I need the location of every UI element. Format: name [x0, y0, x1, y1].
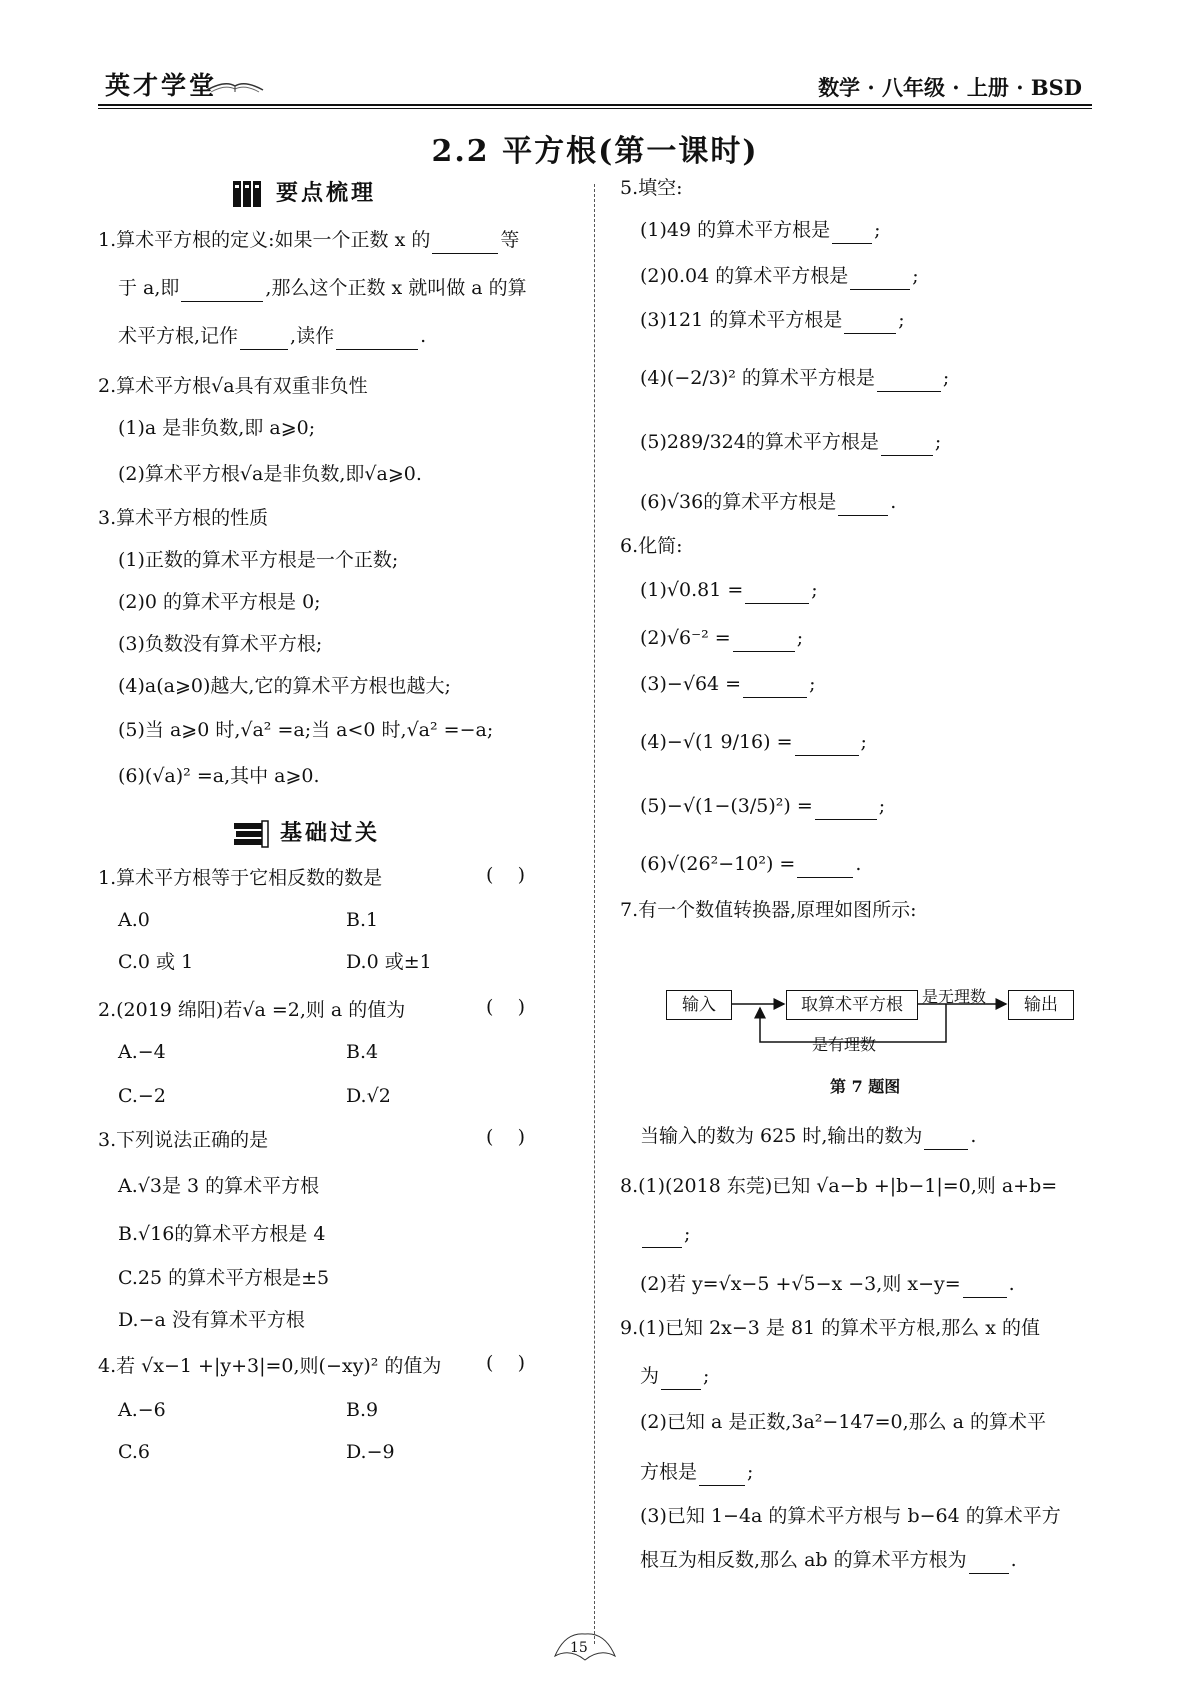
page-number: 15	[570, 1640, 588, 1656]
header-rule	[98, 104, 1092, 106]
kp3-6: (6)(√a)² =a,其中 a⩾0.	[118, 765, 320, 787]
section-key-points	[232, 176, 376, 209]
stacked-books-icon	[232, 819, 270, 849]
q1-option-d[interactable]: D.0 或±1	[346, 951, 432, 973]
q4-option-d[interactable]: D.−9	[346, 1441, 395, 1463]
q7-box-input: 输入	[666, 990, 732, 1020]
q7-label-rational: 是有理数	[812, 1035, 877, 1054]
q9-2-line1: (2)已知 a 是正数,3a²−147=0,那么 a 的算术平	[640, 1411, 1047, 1433]
q3-option-c[interactable]: C.25 的算术平方根是±5	[118, 1267, 330, 1289]
q7-stem: 7.有一个数值转换器,原理如图所示:	[620, 899, 917, 921]
q7-box-output: 输出	[1008, 990, 1074, 1020]
q5-1: (1)49 的算术平方根是 ;	[640, 216, 881, 244]
q5-6: (6)√36的算术平方根是 .	[640, 488, 896, 516]
q3-option-b[interactable]: B.√16的算术平方根是 4	[118, 1223, 326, 1245]
kp2-1: (1)a 是非负数,即 a⩾0;	[118, 417, 316, 439]
subject-label: 数学 · 八年级 · 上册 · BSD	[818, 75, 1082, 100]
q3-option-d[interactable]: D.−a 没有算术平方根	[118, 1309, 305, 1331]
q7-label-irrational: 是无理数	[922, 987, 987, 1006]
q4-option-c[interactable]: C.6	[118, 1441, 150, 1463]
q1-stem: 1.算术平方根等于它相反数的数是	[98, 867, 383, 889]
kp3-2: (2)0 的算术平方根是 0;	[118, 591, 321, 613]
q1-option-a[interactable]: A.0	[118, 909, 150, 931]
q3-stem: 3.下列说法正确的是	[98, 1129, 269, 1151]
q3-answer-paren[interactable]: ( )	[486, 1126, 525, 1148]
column-divider	[594, 184, 595, 1644]
q2-stem: 2.(2019 绵阳)若√a =2,则 a 的值为	[98, 999, 406, 1021]
q6-1: (1)√0.81 = ;	[640, 576, 818, 604]
q5-4: (4)(−2/3)² 的算术平方根是 ;	[640, 364, 949, 392]
header-rule-thin	[98, 108, 1092, 109]
q5-2: (2)0.04 的算术平方根是 ;	[640, 262, 919, 290]
q1-answer-paren[interactable]: ( )	[486, 864, 525, 886]
q6-6: (6)√(26²−10²) = .	[640, 850, 861, 878]
kp3: 3.算术平方根的性质	[98, 507, 269, 529]
q6-3: (3)−√64 = ;	[640, 670, 815, 698]
kp3-5: (5)当 a⩾0 时,√a² =a;当 a<0 时,√a² =−a;	[118, 719, 494, 741]
books-icon	[232, 179, 266, 209]
q4-option-a[interactable]: A.−6	[118, 1399, 166, 1421]
q7-figure-caption: 第 7 题图	[830, 1077, 901, 1096]
kp1-line1: 1.算术平方根的定义:如果一个正数 x 的 等	[98, 226, 519, 254]
q9-2-line2: 方根是 ;	[640, 1458, 753, 1486]
q8-1: 8.(1)(2018 东莞)已知 √a−b +|b−1|=0,则 a+b=	[620, 1175, 1058, 1197]
kp1-line2: 于 a,即 ,那么这个正数 x 就叫做 a 的算	[118, 274, 527, 302]
kp3-1: (1)正数的算术平方根是一个正数;	[118, 549, 399, 571]
q8-1-blank: ;	[640, 1220, 690, 1248]
q2-option-a[interactable]: A.−4	[118, 1041, 166, 1063]
page-title: 2.2 平方根(第一课时)	[431, 134, 759, 169]
brand-title: 英才学堂	[105, 71, 218, 100]
q2-option-c[interactable]: C.−2	[118, 1085, 166, 1107]
kp3-4: (4)a(a⩾0)越大,它的算术平方根也越大;	[118, 675, 451, 697]
q6-5: (5)−√(1−(3/5)²) = ;	[640, 792, 885, 820]
q6-2: (2)√6⁻² = ;	[640, 624, 803, 652]
q5-3: (3)121 的算术平方根是 ;	[640, 306, 905, 334]
q4-answer-paren[interactable]: ( )	[486, 1352, 525, 1374]
q5-stem: 5.填空:	[620, 177, 683, 199]
q9-1-line2: 为 ;	[640, 1362, 709, 1390]
q1-option-c[interactable]: C.0 或 1	[118, 951, 194, 973]
q6-stem: 6.化简:	[620, 535, 683, 557]
q6-4: (4)−√(1 9/16) = ;	[640, 728, 867, 756]
section-key-points-label: 要点梳理	[276, 180, 377, 206]
q7-box-sqrt: 取算术平方根	[786, 990, 918, 1020]
kp3-3: (3)负数没有算术平方根;	[118, 633, 323, 655]
q8-2: (2)若 y=√x−5 +√5−x −3,则 x−y= .	[640, 1270, 1015, 1298]
q2-option-b[interactable]: B.4	[346, 1041, 379, 1063]
q9-3-line1: (3)已知 1−4a 的算术平方根与 b−64 的算术平方	[640, 1505, 1061, 1527]
q9-3-line2: 根互为相反数,那么 ab 的算术平方根为 .	[640, 1546, 1017, 1574]
q7-question: 当输入的数为 625 时,输出的数为 .	[640, 1122, 976, 1150]
q1-option-b[interactable]: B.1	[346, 909, 379, 931]
q3-option-a[interactable]: A.√3是 3 的算术平方根	[118, 1175, 320, 1197]
q2-option-d[interactable]: D.√2	[346, 1085, 391, 1107]
section-basics-label: 基础过关	[280, 820, 381, 846]
section-basics	[232, 816, 380, 849]
book-logo-icon	[205, 72, 265, 96]
kp2: 2.算术平方根√a具有双重非负性	[98, 375, 368, 397]
kp1-line3: 术平方根,记作 ,读作 .	[118, 322, 426, 350]
kp2-2: (2)算术平方根√a是非负数,即√a⩾0.	[118, 463, 422, 485]
q4-option-b[interactable]: B.9	[346, 1399, 379, 1421]
q9-1-line1: 9.(1)已知 2x−3 是 81 的算术平方根,那么 x 的值	[620, 1317, 1041, 1339]
q5-5: (5)289/324的算术平方根是 ;	[640, 428, 941, 456]
q2-answer-paren[interactable]: ( )	[486, 996, 525, 1018]
q4-stem: 4.若 √x−1 +|y+3|=0,则(−xy)² 的值为	[98, 1355, 442, 1377]
